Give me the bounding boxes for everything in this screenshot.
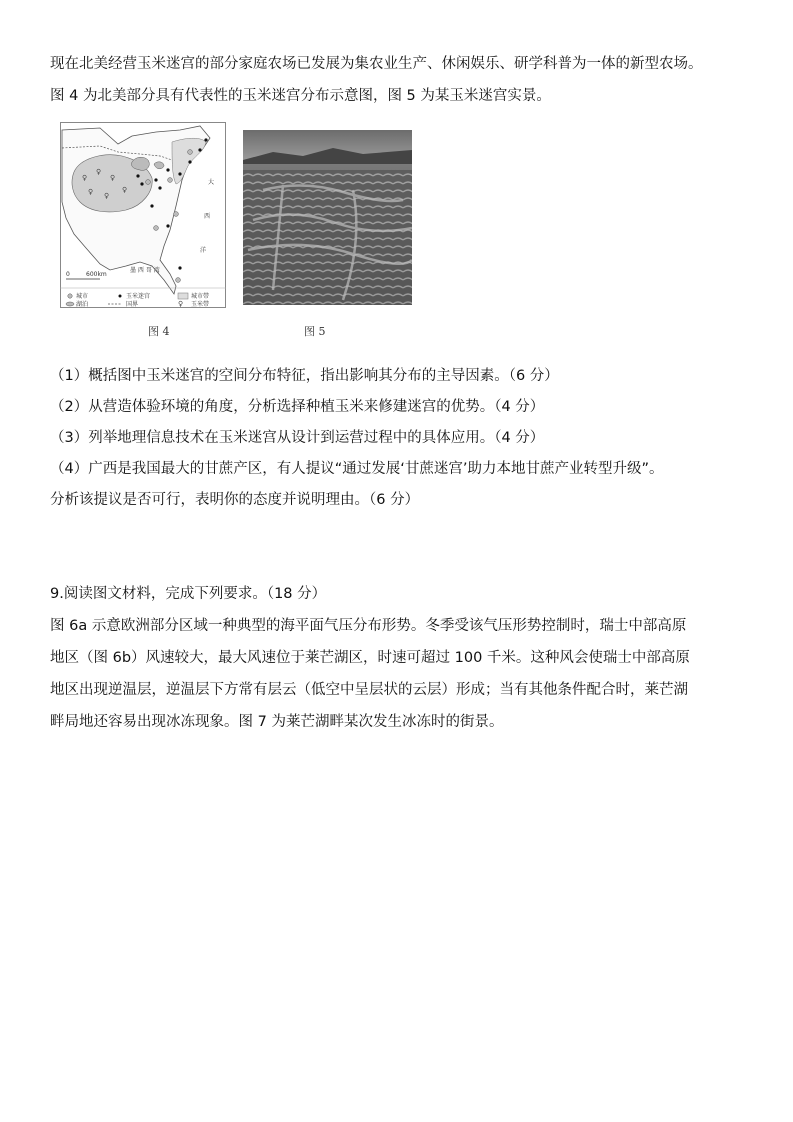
scale-zero: 0 xyxy=(66,271,70,278)
legend-border: 国界 xyxy=(126,301,139,308)
svg-text:♀: ♀ xyxy=(110,174,116,182)
legend-city: 城市 xyxy=(76,293,89,300)
legend-corn-belt-symbol: ♀ xyxy=(178,300,184,308)
ocean-label-char: 洋 xyxy=(200,247,207,254)
section-9-line-4: 畔局地还容易出现冰冻现象。图 7 为莱芒湖畔某次发生冰冻时的街景。 xyxy=(50,714,504,730)
section-9-line-1: 图 6a 示意欧洲部分区域一种典型的海平面气压分布形势。冬季受该气压形势控制时，瑞士中部高原 xyxy=(50,618,687,634)
legend-city-belt-symbol xyxy=(178,293,188,299)
ocean-label-char: 大 xyxy=(208,179,215,186)
section-9-title: 9.阅读图文材料，完成下列要求。（18 分） xyxy=(50,586,327,602)
section-9-line-3: 地区出现逆温层，逆温层下方常有层云（低空中呈层状的云层）形成；当有其他条件配合时，莱芒湖 xyxy=(50,682,688,698)
intro-line-1: 现在北美经营玉米迷宫的部分家庭农场已发展为集农业生产、休闲娱乐、研学科普为一体的新型农场。 xyxy=(50,56,703,72)
legend-city-belt: 城市带 xyxy=(191,293,210,300)
lake-shape xyxy=(132,157,150,170)
figure-4-map xyxy=(60,122,226,308)
scale-label: 600km xyxy=(86,271,107,278)
ocean-label-char: 西 xyxy=(204,213,211,220)
legend-lake-symbol xyxy=(66,302,74,306)
svg-text:♀: ♀ xyxy=(122,186,128,194)
question-1: （1）概括图中玉米迷宫的空间分布特征，指出影响其分布的主导因素。（6 分） xyxy=(50,368,559,384)
legend-lake: 湖泊 xyxy=(76,301,89,308)
svg-text:♀: ♀ xyxy=(96,168,102,176)
intro-line-2: 图 4 为北美部分具有代表性的玉米迷宫分布示意图，图 5 为某玉米迷宫实景。 xyxy=(50,88,551,104)
section-9-line-2: 地区（图 6b）风速较大，最大风速位于莱芒湖区，时速可超过 100 千米。这种风会使瑞士中部高原 xyxy=(50,650,690,666)
question-4-line-2: 分析该提议是否可行，表明你的态度并说明理由。（6 分） xyxy=(50,492,420,508)
figure-5-photo xyxy=(243,130,412,305)
svg-text:♀: ♀ xyxy=(88,188,94,196)
legend-city-symbol xyxy=(68,294,72,298)
question-4-line-1: （4）广西是我国最大的甘蔗产区，有人提议“通过发展‘甘蔗迷宫’助力本地甘蔗产业转型升级”。 xyxy=(50,461,664,477)
gulf-label: 墨 西 哥 湾 xyxy=(130,267,160,274)
svg-text:♀: ♀ xyxy=(82,174,88,182)
legend-maze-symbol xyxy=(119,295,122,298)
legend-maze: 玉米迷宫 xyxy=(126,293,151,300)
figure-4-caption: 图 4 xyxy=(148,325,170,338)
svg-text:♀: ♀ xyxy=(104,192,110,200)
question-3: （3）列举地理信息技术在玉米迷宫从设计到运营过程中的具体应用。（4 分） xyxy=(50,430,545,446)
figure-5-caption: 图 5 xyxy=(304,325,326,338)
question-2: （2）从营造体验环境的角度，分析选择种植玉米来修建迷宫的优势。（4 分） xyxy=(50,399,545,415)
legend-corn-belt: 玉米带 xyxy=(191,301,210,308)
